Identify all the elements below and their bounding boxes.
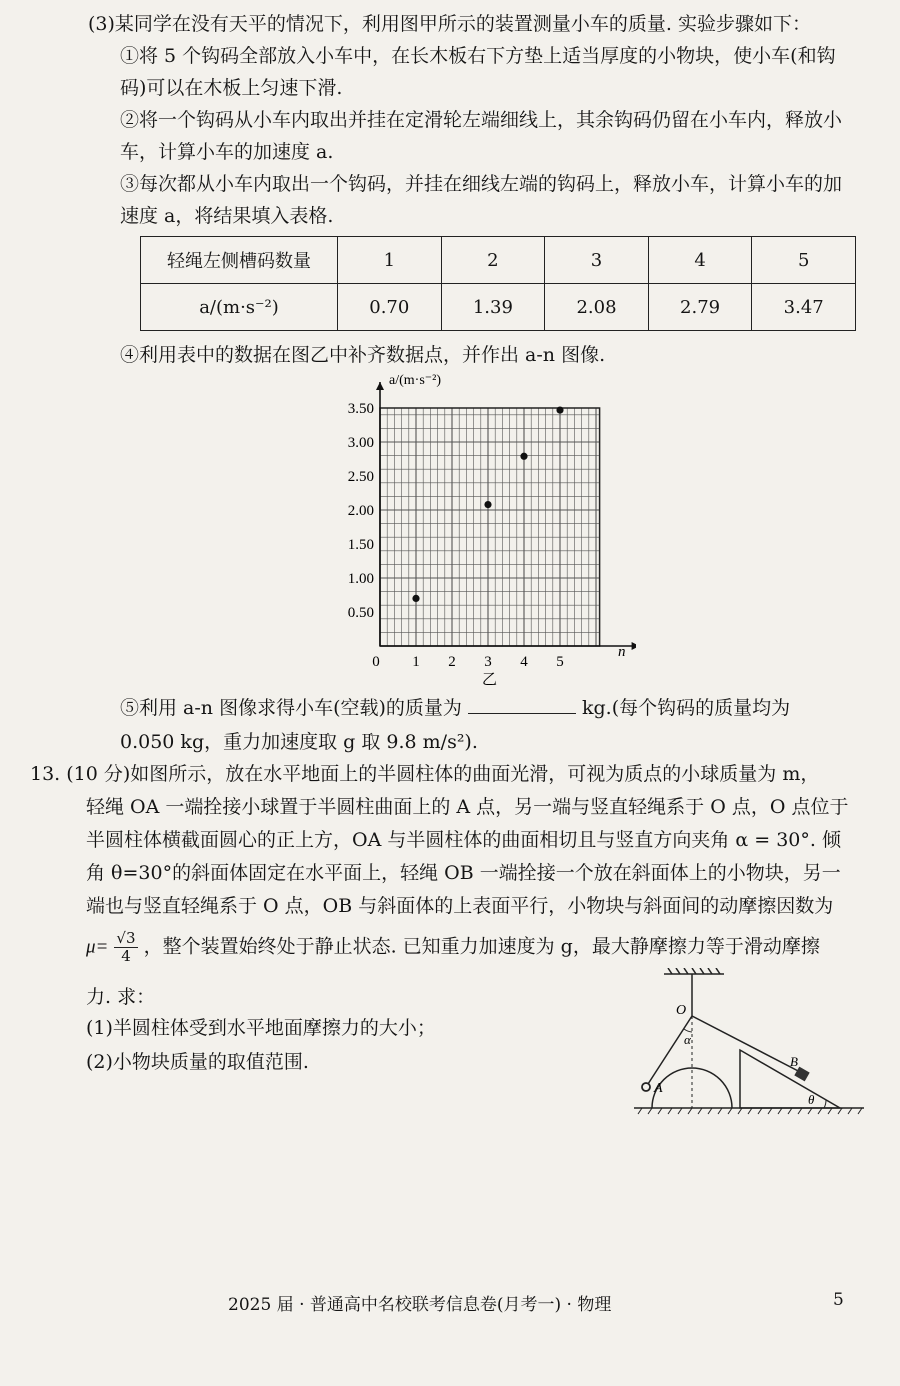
label-B: B [790, 1054, 798, 1069]
data-point [484, 501, 491, 508]
label-A: A [654, 1081, 663, 1096]
mu-fraction [114, 930, 137, 965]
q13-line7: 力. 求： [86, 986, 156, 1008]
x-axis-arrow [632, 642, 636, 650]
ground-hatch [638, 1108, 862, 1114]
data-point [412, 595, 419, 602]
table-header-n: 轻绳左侧槽码数量 [141, 237, 338, 284]
ceiling-hatch [664, 968, 724, 974]
table-header-a: a/(m·s⁻²) [141, 284, 338, 331]
table-cell: 2 [441, 237, 545, 284]
x-tick-label: 4 [520, 654, 528, 670]
q13-line2: 轻绳 OA 一端拴接小球置于半圆柱曲面上的 A 点，另一端与竖直轻绳系于 O 点，O 点位于 [86, 796, 849, 818]
q3-step2-line1: ②将一个钩码从小车内取出并挂在定滑轮左端细线上，其余钩码仍留在小车内，释放小 [120, 109, 843, 131]
table-cell: 3.47 [752, 284, 856, 331]
table-cell: 1 [338, 237, 442, 284]
q3-step5-unit: kg.(每个钩码的质量均为 [581, 697, 791, 719]
y-tick-label: 2.00 [347, 503, 374, 519]
x-tick-label: 1 [412, 654, 420, 670]
y-tick-label: 1.00 [347, 571, 374, 587]
y-tick-label: 2.50 [347, 469, 374, 485]
mu-symbol: μ= [86, 936, 109, 958]
chart-x-ticks [372, 654, 564, 670]
chart-x-label: n [618, 644, 626, 660]
table-cell: 2.79 [648, 284, 752, 331]
table-cell: 2.08 [545, 284, 649, 331]
a-n-chart [336, 370, 636, 690]
table-cell: 3 [545, 237, 649, 284]
q13-line1: 13. (10 分)如图所示，放在水平地面上的半圆柱体的曲面光滑，可视为质点的小球质量为 m， [30, 763, 820, 785]
y-tick-label: 3.00 [347, 435, 374, 451]
x-tick-label: 3 [484, 654, 492, 670]
chart-caption: 乙 [482, 672, 498, 688]
label-alpha: α [684, 1032, 691, 1047]
q3-step3-line1: ③每次都从小车内取出一个钩码，并挂在细线左端的钩码上，释放小车，计算小车的加 [120, 173, 843, 195]
y-tick-label: 3.50 [347, 401, 374, 417]
x-tick-label: 5 [556, 654, 564, 670]
table-row [141, 284, 856, 331]
data-point [520, 453, 527, 460]
page-number: 5 [833, 1290, 844, 1310]
x-tick-label: 2 [448, 654, 456, 670]
label-theta: θ [808, 1092, 815, 1107]
q3-step3-line2: 速度 a，将结果填入表格. [120, 205, 334, 227]
q13-line5: 端也与竖直轻绳系于 O 点，OB 与斜面体的上表面平行，小物块与斜面间的动摩擦因数为 [86, 895, 834, 917]
y-tick-label: 0.50 [347, 605, 374, 621]
ball-A [642, 1083, 650, 1091]
q3-step5-text: ⑤利用 a-n 图像求得小车(空载)的质量为 [120, 697, 462, 719]
x-tick-label: 0 [372, 654, 380, 670]
mu-numerator: √3 [116, 929, 136, 947]
rope-OB [692, 1016, 804, 1074]
data-point [556, 406, 563, 413]
q13-line6-text: ，整个装置始终处于静止状态. 已知重力加速度为 g，最大静摩擦力等于滑动摩擦 [143, 935, 820, 958]
y-tick-label: 1.50 [347, 537, 374, 553]
grid-border [380, 408, 600, 646]
q3-step5-line2: 0.050 kg，重力加速度取 g 取 9.8 m/s²). [120, 731, 478, 753]
chart-axes [376, 382, 636, 650]
q3-step4: ④利用表中的数据在图乙中补齐数据点，并作出 a-n 图像. [120, 344, 606, 366]
data-table [140, 236, 856, 331]
q13-line4: 角 θ=30°的斜面体固定在水平面上，轻绳 OB 一端拴接一个放在斜面体上的小物块，另一 [86, 862, 841, 884]
q3-step5-line1 [120, 695, 790, 720]
q3-step2-line2: 车，计算小车的加速度 a. [120, 141, 334, 163]
mu-denominator: 4 [121, 947, 131, 965]
footer-title: 2025 届 · 普通高中名校联考信息卷(月考一) · 物理 [228, 1295, 612, 1315]
q13-sub2: (2)小物块质量的取值范围. [86, 1051, 309, 1073]
table-cell: 1.39 [441, 284, 545, 331]
theta-arc [824, 1100, 826, 1108]
q3-step1-line2: 码)可以在木板上匀速下滑. [120, 77, 343, 99]
table-cell: 4 [648, 237, 752, 284]
chart-y-label: a/(m·s⁻²) [389, 373, 442, 388]
label-O: O [676, 1003, 687, 1018]
table-row [141, 237, 856, 284]
table-cell: 5 [752, 237, 856, 284]
q13-sub1: (1)半圆柱体受到水平地面摩擦力的大小； [86, 1017, 436, 1039]
chart-y-ticks [348, 401, 374, 621]
y-axis-arrow [376, 382, 384, 390]
q13-line3: 半圆柱体横截面圆心的正上方，OA 与半圆柱体的曲面相切且与竖直方向夹角 α = 30°. 倾 [86, 829, 841, 851]
q13-line6 [86, 930, 820, 970]
q3-step1-line1: ①将 5 个钩码全部放入小车中，在长木板右下方垫上适当厚度的小物块，使小车(和钩 [120, 45, 836, 67]
table-cell: 0.70 [338, 284, 442, 331]
q3-intro: (3)某同学在没有天平的情况下，利用图甲所示的装置测量小车的质量. 实验步骤如下： [88, 13, 811, 35]
answer-blank[interactable] [468, 695, 576, 714]
q13-figure [628, 968, 868, 1118]
chart-grid [380, 408, 600, 646]
